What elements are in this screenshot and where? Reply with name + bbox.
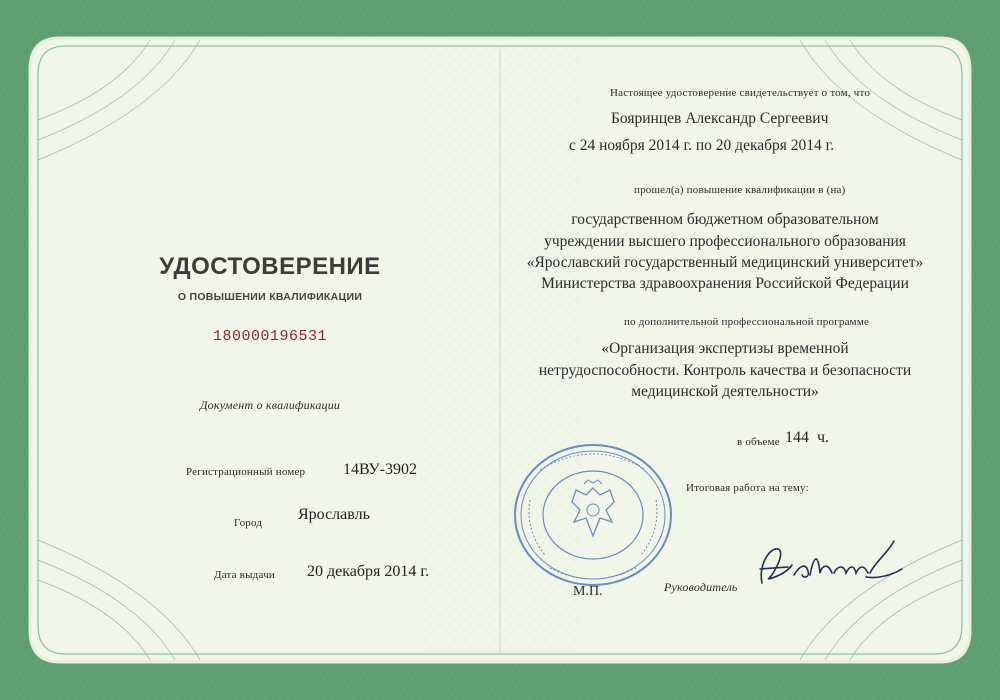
city-value: Ярославль <box>298 506 370 523</box>
signature-icon <box>748 535 908 595</box>
volume-unit: ч. <box>817 429 830 446</box>
registration-label: Регистрационный номер <box>186 466 306 478</box>
program-label: по дополнительной профессиональной программе <box>624 316 870 328</box>
final-work-label: Итоговая работа на тему: <box>686 482 809 494</box>
passed-text: прошел(а) повышение квалификации в (на) <box>634 184 846 196</box>
program-line-1: «Организация экспертизы временной <box>601 340 849 357</box>
institution-line-1: государственном бюджетном образовательном <box>571 211 879 228</box>
institution-line-3: «Ярославский государственный медицинский университет» <box>526 254 924 271</box>
issue-date-value: 20 декабря 2014 г. <box>307 563 430 580</box>
recipient-name: Бояринцев Александр Сергеевич <box>611 110 829 127</box>
institution-line-4: Министерства здравоохранения Российской Федерации <box>541 275 909 292</box>
serial-number: 180000196531 <box>212 328 328 345</box>
volume-label: в объеме <box>737 436 780 448</box>
issue-date-label: Дата выдачи <box>214 569 275 581</box>
registration-number: 14ВУ-3902 <box>343 461 418 478</box>
program-line-3: медицинской деятельности» <box>631 383 819 400</box>
stamp-place-label: М.П. <box>573 584 603 599</box>
document-title: УДОСТОВЕРЕНИЕ <box>159 253 381 280</box>
city-label: Город <box>234 517 263 529</box>
program-line-2: нетрудоспособности. Контроль качества и безопасности <box>538 362 912 379</box>
intro-text: Настоящее удостоверение свидетельствует о том, что <box>610 87 871 99</box>
round-seal-icon <box>510 440 675 590</box>
volume-value: 144 <box>785 429 809 446</box>
institution-line-2: учреждении высшего профессионального образования <box>544 233 906 250</box>
document-subtitle: О ПОВЫШЕНИИ КВАЛИФИКАЦИИ <box>177 291 363 303</box>
training-period: с 24 ноября 2014 г. по 20 декабря 2014 г. <box>569 137 835 154</box>
document-type: Документ о квалификации <box>199 398 341 412</box>
head-label: Руководитель <box>664 580 738 594</box>
